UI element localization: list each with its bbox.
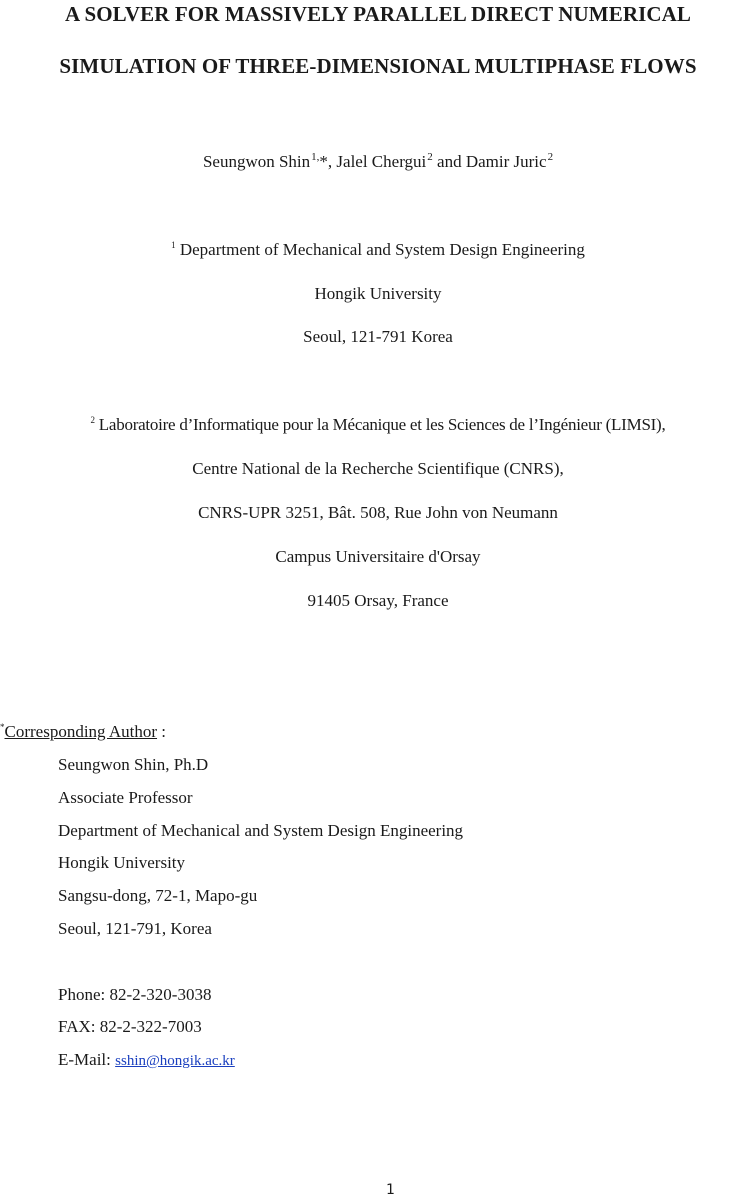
contact-line: Sangsu-dong, 72-1, Mapo-gu — [58, 886, 258, 905]
affiliation-2-line-1: $^2$ Laboratoire d’Informatique pour la Mécanique et les Sciences de l’Ingénieur (LIMSI), — [90, 415, 666, 434]
author-list — [0, 152, 756, 172]
affiliation-2-line-3: CNRS-UPR 3251, Bât. 508, Rue John von Neumann — [198, 503, 558, 522]
contact-line: Department of Mechanical and System Design Engineering — [58, 821, 464, 840]
author-name: Damir Juric — [465, 152, 547, 171]
affiliation-1-number: 1 — [171, 240, 176, 250]
author-name: Seungwon Shin — [202, 152, 311, 171]
affiliation-2-line-5: 91405 Orsay, France — [307, 591, 449, 610]
paper-title-line-1: A SOLVER FOR MASSIVELY PARALLEL DIRECT NUMERICAL — [65, 2, 691, 26]
corresponding-star: * — [319, 152, 328, 171]
affiliation-2-number: 2 — [90, 415, 95, 425]
contact-line: Associate Professor — [58, 788, 193, 807]
corresponding-mark: * — [0, 722, 5, 732]
author-name: Jalel Chergui — [336, 152, 427, 171]
affiliation-2-line-4: Campus Universitaire d'Orsay — [275, 547, 481, 566]
corresponding-author-heading: *Corresponding Author : — [0, 722, 167, 741]
email-label: E-Mail: — [58, 1050, 116, 1069]
author-affiliation-mark: 2 — [427, 151, 433, 163]
affiliation-1-line-2: Hongik University — [314, 284, 442, 303]
paper-title-line-2: SIMULATION OF THREE-DIMENSIONAL MULTIPHASE FLOWS — [59, 54, 697, 78]
affiliation-2-line-2: Centre National de la Recherche Scientifique (CNRS), — [192, 459, 564, 478]
author-affiliation-mark: 2 — [547, 151, 554, 163]
author-affiliation-mark: 1, — [311, 151, 320, 163]
phone-line: Phone: 82-2-320-3038 — [58, 985, 212, 1004]
affiliation-1-line-1: $^1$ Department of Mechanical and System Design Engineering — [171, 240, 585, 259]
contact-line: Seungwon Shin, Ph.D — [58, 755, 209, 774]
contact-line: Hongik University — [58, 853, 186, 872]
page-number: 1 — [386, 1182, 395, 1198]
contact-line: Seoul, 121-791, Korea — [58, 919, 212, 938]
author-separator: , — [327, 152, 337, 171]
author-separator: and — [432, 152, 466, 171]
fax-line: FAX: 82-2-322-7003 — [58, 1017, 202, 1036]
email-link[interactable]: sshin@hongik.ac.kr — [115, 1053, 235, 1069]
corresponding-author-label: Corresponding Author — [4, 722, 158, 741]
affiliation-1-line-3: Seoul, 121-791 Korea — [303, 327, 453, 346]
email-line — [58, 1050, 235, 1070]
